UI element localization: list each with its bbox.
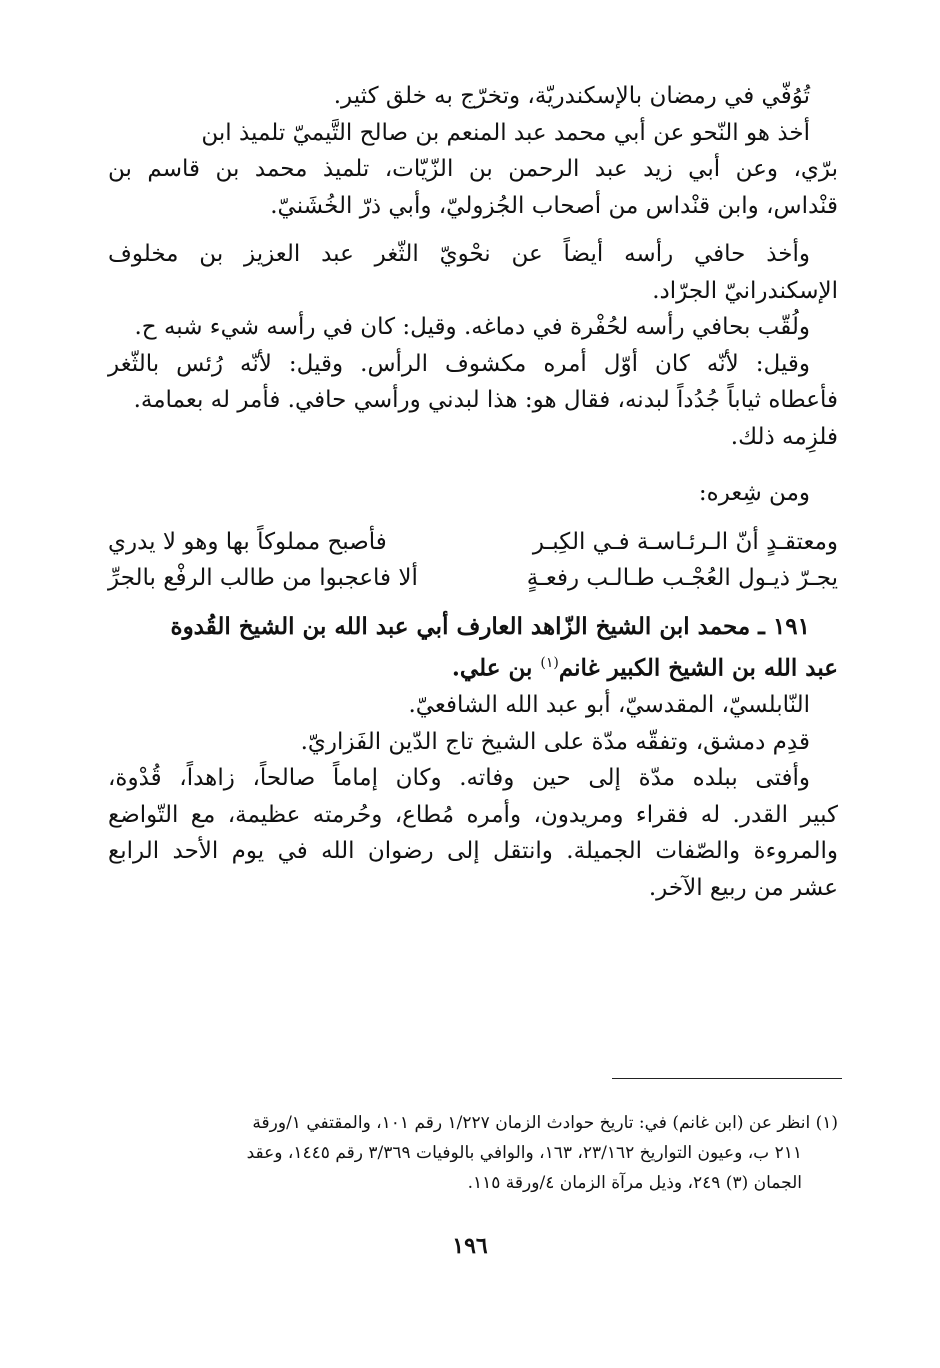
entry-line: والمروءة والصّفات الجميلة. وانتقل إلى رضوان الله في يوم الأحد الرابع bbox=[108, 838, 838, 865]
verse-second-hemistich: ألا فاعجبوا من طالب الرفْع بالجرِّ bbox=[108, 565, 418, 591]
body-line: وقيل: لأنّه كان أوّل أمره مكشوف الرأس. وقيل: لأنّه رُئس بالثّغر bbox=[108, 350, 810, 377]
entry-heading-text: عبد الله بن الشيخ الكبير غانم bbox=[558, 654, 838, 682]
entry-heading-line-1: ١٩١ ـ محمد ابن الشيخ الزّاهد العارف أبي عبد الله بن الشيخ القُدوة bbox=[170, 612, 810, 640]
body-line: ولُقّب بحافي رأسه لحُفْرة في دماغه. وقيل: كان في رأسه شيء شبه ح. bbox=[134, 314, 810, 340]
page-number: ١٩٦ bbox=[452, 1233, 488, 1259]
entry-line: قدِم دمشق، وتفقّه مدّة على الشيخ تاج الدّين الفَزاريّ. bbox=[300, 728, 810, 755]
verse-line bbox=[108, 524, 838, 561]
page-body bbox=[108, 78, 838, 906]
entry-line: كبير القدر. له فقراء ومريدون، وأمره مُطاع، وحُرمته عظيمة، مع التّواضع bbox=[108, 801, 838, 828]
verse-first-hemistich: يجـرّ ذيـول العُجْـب طـالـب رفعـةٍ bbox=[526, 565, 838, 591]
footnote-line: الجمان (٣) ٢٤٩، وذيل مرآة الزمان ٤/ورقة ١١٥. bbox=[467, 1173, 802, 1193]
body-line: فأعطاه ثياباً جُدُداً لبدنه، فقال هو: هذا لبدني ورأسي حافي. فأمر له بعمامة. bbox=[133, 387, 838, 413]
body-line: تُوُفّي في رمضان بالإسكندريّة، وتخرّج به خلق كثير. bbox=[333, 83, 810, 109]
footnote-line: (١) انظر عن (ابن غانم) في: تاريخ حوادث الزمان ١/٢٢٧ رقم ١٠١، والمقتفي ١/ورقة bbox=[252, 1113, 838, 1133]
body-line: فلزِمه ذلك. bbox=[730, 423, 838, 450]
verse-second-hemistich: فأصبح مملوكاً بها وهو لا يدري bbox=[108, 528, 387, 555]
entry-heading-line-2 bbox=[108, 645, 838, 687]
body-line: قنْداس، وابن قنْداس من أصحاب الجُزوليّ، وأبي ذرّ الخُشَنيّ. bbox=[270, 192, 838, 219]
footnote-line: ٢١١ ب، وعيون التواريخ ٢٣/١٦٢، ١٦٣، والوافي بالوفيات ٣/٣٦٩ رقم ١٤٤٥، وعقد bbox=[246, 1143, 802, 1163]
entry-line: وأفتى ببلده مدّة إلى حين وفاته. وكان إماماً صالحاً، زاهداً، قُدْوة، bbox=[108, 765, 810, 792]
verse-line bbox=[108, 560, 838, 597]
entry-line: عشر من ربيع الآخر. bbox=[648, 874, 838, 901]
footnote-separator bbox=[612, 1078, 842, 1079]
body-line: أخذ هو النّحو عن أبي محمد عبد المنعم بن صالح التَّيميّ تلميذ ابن bbox=[201, 119, 810, 146]
footnotes bbox=[108, 1108, 838, 1198]
poetry-intro: ومن شِعره: bbox=[698, 480, 810, 506]
entry-line: النّابلسيّ، المقدسيّ، أبو عبد الله الشافعيّ. bbox=[408, 692, 810, 719]
body-line: برّي، وعن أبي زيد عبد الرحمن بن الزّيّات، تلميذ محمد بن قاسم بن bbox=[108, 156, 838, 182]
entry-heading-tail: بن علي. bbox=[451, 654, 541, 682]
body-line: وأخذ حافي رأسه أيضاً عن نحْويّ الثّغر عبد العزيز بن مخلوف bbox=[108, 241, 810, 267]
verse-first-hemistich: ومعتقـدٍ أنّ الـرئـاسـة فـي الكِبـر bbox=[532, 528, 838, 555]
footnote-reference: (١) bbox=[540, 655, 559, 671]
body-line: الإسكندرانيّ الجرّاد. bbox=[652, 277, 838, 304]
